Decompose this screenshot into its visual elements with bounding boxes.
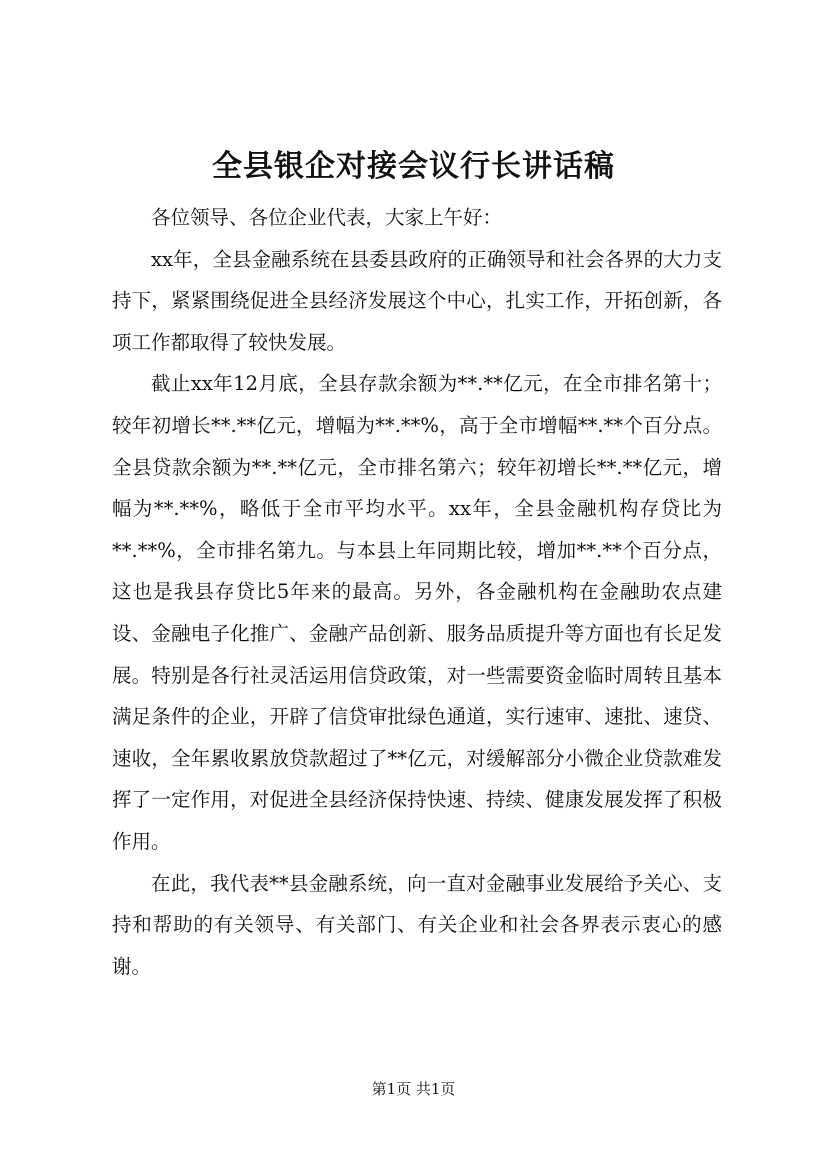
document-body <box>112 197 722 987</box>
paragraph-intro: xx年，全县金融系统在县委县政府的正确领导和社会各界的大力支持下，紧紧围绕促进全县经济发展这个中心，扎实工作，开拓创新，各项工作都取得了较快发展。 <box>112 247 722 354</box>
paragraph-statistics: 截止xx年12月底，全县存款余额为**.**亿元，在全市排名第十；较年初增长**.**亿元，增幅为**.**%，高于全市增幅**.**个百分点。全县贷款余额为**.**亿元，全市排名第六；较年初增长**.**亿元，增幅为**.**%，略低于全市平均水平。xx年，全县金融机构存贷比为**.**%，全市排名第九。与本县上年同期比较，增加**.**个百分点，这也是我县存贷比5年来的最高。另外，各金融机构在金融助农点建设、金融电子化推广、金融产品创新、服务品质提升等方面也有长足发展。特别是各行社灵活运用信贷政策，对一些需要资金临时周转且基本满足条件的企业，开辟了信贷审批绿色通道，实行速审、速批、速贷、速收，全年累收累放贷款超过了**亿元，对缓解部分小微企业贷款难发挥了一定作用，对促进全县经济保持快速、持续、健康发展发挥了积极作用。 <box>112 372 722 853</box>
paragraph-greeting: 各位领导、各位企业代表，大家上午好： <box>151 206 503 229</box>
paragraph-thanks: 在此，我代表**县金融系统，向一直对金融事业发展给予关心、支持和帮助的有关领导、有关部门、有关企业和社会各界表示衷心的感谢。 <box>112 871 722 978</box>
document-title: 全县银企对接会议行长讲话稿 <box>212 149 615 184</box>
page-footer: 第1页 共1页 <box>371 1080 456 1098</box>
